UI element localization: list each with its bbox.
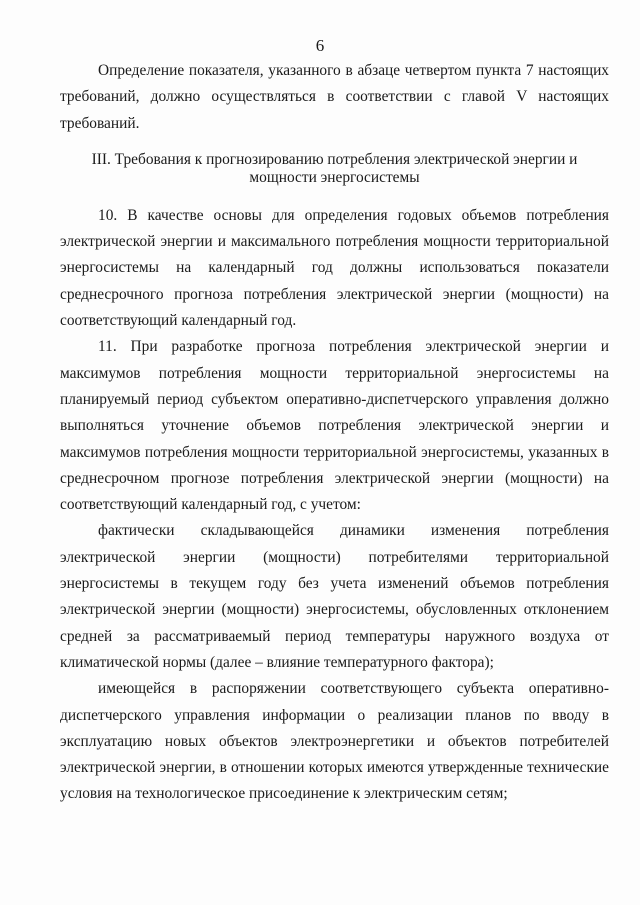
- document-body: [60, 58, 609, 808]
- paragraph-11-item-information: имеющейся в распоряжении соответствующего субъекта оперативно-диспетчерского управления информации о реализации планов по вводу в эксплуатацию новых объектов электроэнергетики и объектов потребителей электрической энергии, в отношении которых имеются утвержденные технические условия на технологическое присоединение к электрическим сетям;: [60, 680, 609, 803]
- section-heading-line-1: III. Требования к прогнозированию потребления электрической энергии и: [91, 150, 578, 168]
- page-number: 6: [315, 36, 325, 55]
- paragraph-10: 10. В качестве основы для определения годовых объемов потребления электрической энергии и максимального потребления мощности территориальной энергосистемы на календарный год должны использоваться показатели среднесрочного прогноза потребления электрической энергии (мощности) на соответствующий календарный год.: [60, 206, 609, 330]
- paragraph-11-item-dynamics: фактически складывающейся динамики изменения потребления электрической энергии (мощности) потребителями территориальной энергосистемы в текущем году без учета изменений объемов потребления электрической энергии (мощности) энергосистемы, обусловленных отклонением средней за рассматриваемый период температуры наружного воздуха от климатической нормы (далее – влияние температурного фактора);: [60, 522, 609, 671]
- section-heading-line-2: мощности энергосистемы: [249, 168, 420, 186]
- section-heading: [60, 151, 609, 187]
- intro-paragraph: Определение показателя, указанного в абзаце четвертом пункта 7 настоящих требований, должно осуществляться в соответствии с главой V настоящих требований.: [60, 62, 609, 132]
- paragraph-11: 11. При разработке прогноза потребления электрической энергии и максимумов потребления мощности территориальной энергосистемы на планируемый период субъектом оперативно-диспетчерского управления должно выполняться уточнение объемов потребления электрической энергии и максимумов потребления мощности территориальной энергосистемы, указанных в среднесрочном прогнозе потребления электрической энергии (мощности) на соответствующий календарный год, с учетом:: [60, 338, 609, 514]
